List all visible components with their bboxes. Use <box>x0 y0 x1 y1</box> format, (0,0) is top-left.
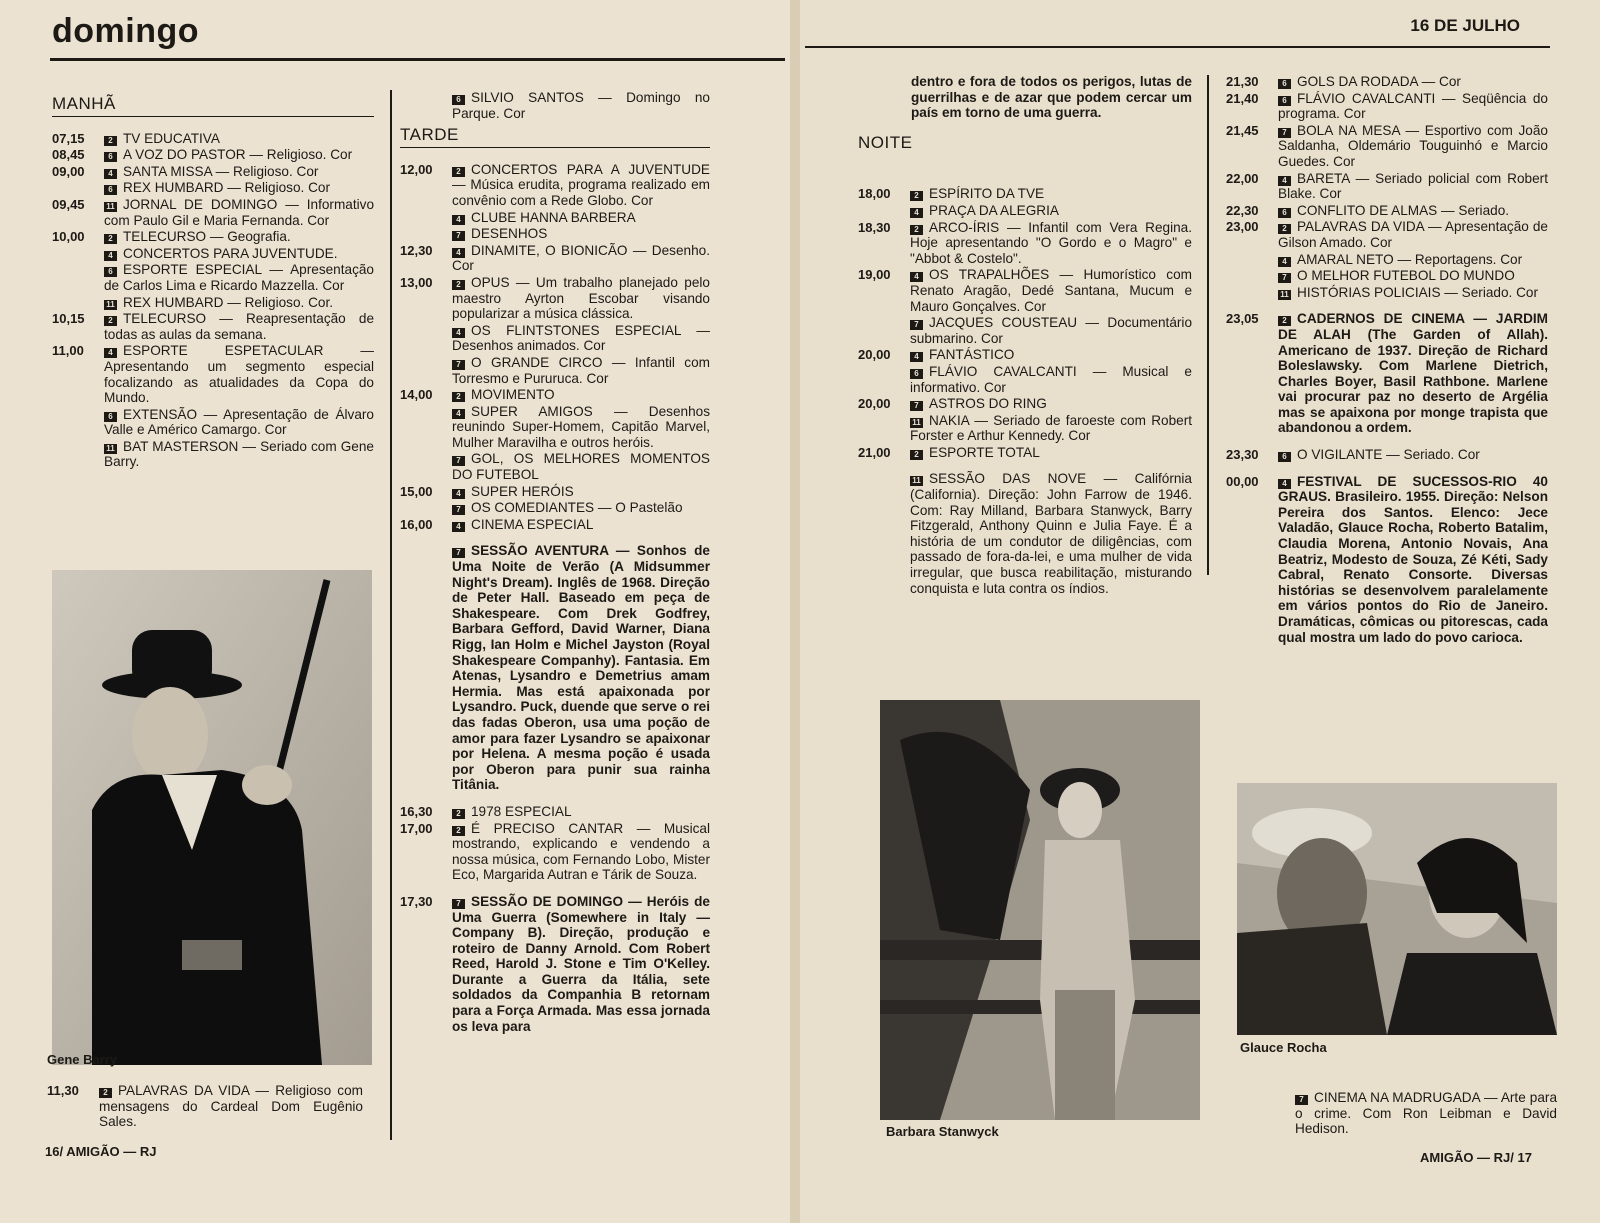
program-description: SUPER AMIGOS — Desenhos reunindo Super-Homem, Capitão Marvel, Mulher Maravilha e outros heróis. <box>452 403 710 450</box>
channel-icon: 6 <box>910 369 923 379</box>
schedule-item <box>52 262 374 293</box>
page-title: domingo <box>52 12 200 50</box>
channel-icon: 7 <box>452 231 465 241</box>
time-slot: 22,00 <box>1226 170 1259 186</box>
channel-icon: 6 <box>1278 452 1291 462</box>
schedule-item <box>52 147 374 163</box>
channel-icon: 2 <box>99 1088 112 1098</box>
schedule-item <box>400 451 710 482</box>
channel-icon: 4 <box>104 348 117 358</box>
channel-icon: 7 <box>1295 1095 1308 1105</box>
photo-barbara-stanwyck <box>880 700 1200 1120</box>
schedule-item <box>858 220 1192 267</box>
program-description: PALAVRAS DA VIDA — Apresentação de Gilson Amado. Cor <box>1278 219 1548 250</box>
channel-icon: 4 <box>452 215 465 225</box>
glauce-rocha-photo-image <box>1237 783 1557 1035</box>
program-description: BARETA — Seriado policial com Robert Blake. Cor <box>1278 170 1548 202</box>
program-description: ESPORTE ESPETACULAR — Apresentando um segmento especial focalizando as atualidades da Copa do Mundo. <box>104 343 374 406</box>
section-manha: MANHÃ <box>52 96 374 117</box>
program-description: REX HUMBARD — Religioso. Cor. <box>123 294 333 310</box>
channel-icon: 11 <box>910 418 923 428</box>
channel-icon: 11 <box>104 444 117 454</box>
channel-icon: 2 <box>104 316 117 326</box>
channel-icon: 2 <box>452 280 465 290</box>
schedule-item <box>858 445 1192 461</box>
schedule-item <box>52 439 374 470</box>
channel-icon: 2 <box>452 809 465 819</box>
channel-icon: 7 <box>1278 128 1291 138</box>
schedule-list <box>1226 74 1548 300</box>
channel-icon: 4 <box>910 208 923 218</box>
schedule-item <box>858 413 1192 444</box>
schedule-item <box>400 821 710 883</box>
channel-icon: 7 <box>452 548 465 558</box>
program-description: GOLS DA RODADA — Cor <box>1297 74 1461 89</box>
schedule-item <box>400 162 710 209</box>
time-slot: 10,15 <box>52 311 85 327</box>
time-slot <box>52 246 104 262</box>
channel-icon: 11 <box>104 202 117 212</box>
channel-icon: 7 <box>452 456 465 466</box>
schedule-item <box>1226 285 1548 301</box>
schedule-item <box>400 517 710 533</box>
time-slot <box>52 262 104 293</box>
schedule-list <box>858 186 1192 460</box>
program-description: DESENHOS <box>471 226 548 242</box>
section-noite: NOITE <box>858 132 913 152</box>
channel-icon: 11 <box>1278 290 1291 300</box>
program-description: CONCERTOS PARA JUVENTUDE. <box>123 245 338 261</box>
column-madrugada <box>1295 1090 1557 1138</box>
channel-icon: 6 <box>1278 79 1291 89</box>
time-slot <box>400 226 452 242</box>
time-slot: 21,00 <box>858 444 891 460</box>
caption-gene-barry: Gene Barry <box>47 1052 118 1067</box>
schedule-item <box>400 275 710 322</box>
time-slot: 10,00 <box>52 229 85 245</box>
schedule-item <box>52 311 374 342</box>
channel-icon: 4 <box>1278 176 1291 186</box>
time-slot: 16,30 <box>400 803 433 819</box>
channel-icon: 7 <box>452 899 465 909</box>
channel-icon: 6 <box>452 95 465 105</box>
schedule-item <box>858 396 1192 412</box>
section-tarde: TARDE <box>400 127 710 148</box>
channel-icon: 6 <box>104 152 117 162</box>
time-slot: 20,00 <box>858 396 891 412</box>
program-description: CONFLITO DE ALMAS — Seriado. <box>1297 202 1510 218</box>
channel-icon: 2 <box>104 136 117 146</box>
program-description: PRAÇA DA ALEGRIA <box>929 202 1059 218</box>
column-night <box>858 74 1192 597</box>
channel-icon: 4 <box>452 489 465 499</box>
schedule-item <box>52 295 374 311</box>
channel-icon: 2 <box>910 450 923 460</box>
time-slot: 07,15 <box>52 130 85 146</box>
schedule-item <box>400 484 710 500</box>
schedule-item <box>52 343 374 405</box>
schedule-item <box>858 364 1192 395</box>
time-slot: 11,30 <box>47 1083 79 1098</box>
time-slot <box>858 315 910 346</box>
schedule-item <box>1226 203 1548 219</box>
time-slot <box>52 180 104 196</box>
photo-glauce-rocha <box>1237 783 1557 1035</box>
program-description: O GRANDE CIRCO — Infantil com Torresmo e Pururuca. Cor <box>452 354 710 386</box>
schedule-item <box>52 180 374 196</box>
program-description: ESPÍRITO DA TVE <box>929 186 1045 202</box>
program-description: SANTA MISSA — Religioso. Cor <box>123 163 319 179</box>
channel-icon: 6 <box>104 185 117 195</box>
schedule-item <box>400 355 710 386</box>
schedule-item <box>858 267 1192 314</box>
schedule-item <box>400 404 710 451</box>
schedule-item <box>52 246 374 262</box>
schedule-item <box>1226 74 1548 90</box>
schedule-item <box>1226 91 1548 122</box>
caption-glauce-rocha: Glauce Rocha <box>1240 1040 1327 1055</box>
program-description: JACQUES COUSTEAU — Documentário submarino. Cor <box>910 315 1192 346</box>
time-slot: 21,40 <box>1226 90 1259 106</box>
program-description: OPUS — Um trabalho planejado pelo maestro Ayrton Escobar visando popularizar a música clássica. <box>452 274 710 322</box>
schedule-item <box>1226 219 1548 250</box>
program-description: SUPER HERÓIS <box>471 483 574 499</box>
program-description: TELECURSO — Geografia. <box>123 229 291 245</box>
time-slot: 12,30 <box>400 242 433 258</box>
channel-icon: 2 <box>910 191 923 201</box>
time-slot <box>400 355 452 386</box>
channel-icon: 4 <box>104 169 117 179</box>
program-description: OS TRAPALHÕES — Humorístico com Renato Aragão, Dedé Santana, Mucum e Mauro Gonçalves. Cor <box>910 267 1192 314</box>
channel-icon: 6 <box>104 267 117 277</box>
channel-icon: 4 <box>1278 479 1291 489</box>
time-slot: 20,00 <box>858 347 891 363</box>
time-slot: 18,30 <box>858 219 891 235</box>
schedule-item-festival: 00,00 4 FESTIVAL DE SUCESSOS-RIO 40 GRAUS. Brasileiro. 1955. Direção: Nelson Pereira dos Santos. Elenco: Jece Valadão, Glauce Rocha, Roberto Batalim, Claudia Morena, Antonio Novais, Ana Beatriz, Modesto de Souza, Zé Kéti, Sady Cabral, Renato Consorte. Diversas histórias se desenvolvem paralelamente em vários pontos do Rio de Janeiro. Dramáticas, cômicas ou pitorescas, cada qual mostra um lado do povo carioca. <box>1226 473 1548 645</box>
channel-icon: 6 <box>104 412 117 422</box>
channel-icon: 2 <box>452 826 465 836</box>
schedule-item <box>1226 252 1548 268</box>
program-description: A VOZ DO PASTOR — Religioso. Cor <box>123 147 353 163</box>
time-slot: 22,30 <box>1226 202 1259 218</box>
program-description: JORNAL DE DOMINGO — Informativo com Paulo Gil e Maria Fernanda. Cor <box>104 196 374 228</box>
schedule-item-sessao-aventura <box>400 543 710 793</box>
channel-icon: 6 <box>1278 208 1291 218</box>
channel-icon: 2 <box>910 225 923 235</box>
channel-icon: 4 <box>452 522 465 532</box>
program-description: O MELHOR FUTEBOL DO MUNDO <box>1297 268 1515 284</box>
channel-icon: 4 <box>910 352 923 362</box>
schedule-item <box>400 243 710 274</box>
time-slot <box>1226 285 1278 301</box>
channel-icon: 7 <box>452 505 465 515</box>
time-slot: 17,00 <box>400 820 433 836</box>
program-description: É PRECISO CANTAR — Musical mostrando, explicando e vendendo a nossa música, com Fernando Lobo, Mister Eco, Margarida Autran e Tárik de Souza. <box>452 820 710 883</box>
program-description: MOVIMENTO <box>471 387 555 403</box>
program-description: NAKIA — Seriado de faroeste com Robert Forster e Arthur Kennedy. Cor <box>910 412 1192 444</box>
time-slot: 09,45 <box>52 196 85 212</box>
schedule-item <box>400 804 710 820</box>
time-slot: 09,00 <box>52 163 85 179</box>
header-rule-left <box>50 58 785 61</box>
schedule-item <box>1226 268 1548 284</box>
channel-icon: 2 <box>1278 224 1291 234</box>
time-slot <box>858 203 910 219</box>
caption-barbara-stanwyck: Barbara Stanwyck <box>886 1124 999 1139</box>
schedule-item-sessao-domingo: 17,30 7 SESSÃO DE DOMINGO — Heróis de Uma Guerra (Somewhere in Italy — Company B). Direção, produção e roteiro de Danny Arnold. Com Robert Reed, Harold J. Stone e Tim O'Kelley. Durante a Guerra da Itália, sete soldados da Companhia B retornam para a Força Armada. Mas essa jornada os leva para <box>400 893 710 1034</box>
schedule-item <box>400 226 710 242</box>
program-description: ARCO-ÍRIS — Infantil com Vera Regina. Hoje apresentando "O Gordo e o Magro" e "Abbot & Costelo". <box>910 219 1192 266</box>
program-description: SILVIO SANTOS — Domingo no Parque. Cor <box>452 90 710 121</box>
schedule-list <box>52 131 374 470</box>
program-description: BAT MASTERSON — Seriado com Gene Barry. <box>104 438 374 470</box>
channel-icon: 6 <box>1278 96 1291 106</box>
time-slot: 11,00 <box>52 343 84 359</box>
barbara-stanwyck-photo-image <box>880 700 1200 1120</box>
program-description: SESSÃO AVENTURA — Sonhos de Uma Noite de Verão (A Midsummer Night's Dream). Inglês de 1968. Direção de Peter Hall. Baseado em peça de Shakespeare. Com Drek Godfrey, Barbara Gefford, David Warner, Diana Rigg, Ian Holm e Michel Jayston (Royal Shakespeare Companhy). Fantasia. Em Atenas, Lysandro e Demetrius amam Hermia. Mas está apaixonada por Lysandro. Puck, duende que serve o rei das fadas Oberon, usa uma poção de amor para fazer Lysandro se apaixonar por Helena. A mesma poção é usada por Oberon para punir sua rainha Titânia. <box>452 543 710 793</box>
time-slot: 21,30 <box>1226 74 1259 89</box>
column-late-night <box>1226 74 1548 646</box>
program-description: CONCERTOS PARA A JUVENTUDE — Música erudita, programa realizado em convênio com a Rede Globo. Cor <box>452 161 710 208</box>
schedule-item <box>1226 123 1548 170</box>
program-description: REX HUMBARD — Religioso. Cor <box>123 180 330 196</box>
program-description: TELECURSO — Reapresentação de todas as aulas da semana. <box>104 311 374 342</box>
schedule-item <box>52 407 374 438</box>
schedule-list <box>400 90 710 121</box>
time-slot: 23,00 <box>1226 219 1259 235</box>
time-slot <box>52 295 104 311</box>
program-description: CINEMA NA MADRUGADA — Arte para o crime. Com Ron Leibman e David Hedison. <box>1295 1090 1557 1137</box>
program-description: FLÁVIO CAVALCANTI — Seqüência do programa. Cor <box>1278 90 1548 122</box>
channel-icon: 4 <box>452 328 465 338</box>
schedule-item <box>400 387 710 403</box>
channel-icon: 4 <box>104 251 117 261</box>
channel-icon: 4 <box>1278 257 1291 267</box>
schedule-item <box>400 210 710 226</box>
time-slot: 16,00 <box>400 516 433 532</box>
time-slot <box>400 500 452 516</box>
time-slot <box>858 364 910 395</box>
program-description: GOL, OS MELHORES MOMENTOS DO FUTEBOL <box>452 451 710 483</box>
channel-icon: 11 <box>910 476 923 486</box>
schedule-item <box>400 90 710 121</box>
program-description: TV EDUCATIVA <box>123 130 220 146</box>
program-description: PALAVRAS DA VIDA — Religioso com mensagens do Cardeal Dom Eugênio Sales. <box>99 1083 363 1130</box>
program-description: SESSÃO DE DOMINGO — Heróis de Uma Guerra (Somewhere in Italy — Company B). Direção, produção e roteiro de Danny Arnold. Com Robert Reed, Harold J. Stone e Tim O'Kelley. Durante a Guerra da Itália, sete soldados da Companhia B retornam para a Força Armada. Mas essa jornada os leva para <box>452 893 710 1034</box>
schedule-item <box>400 500 710 516</box>
time-slot: 14,00 <box>400 387 433 403</box>
schedule-item <box>858 186 1192 202</box>
program-description: ESPORTE TOTAL <box>929 444 1040 460</box>
program-description: BOLA NA MESA — Esportivo com João Saldanha, Oldemário Touguinhó e Marcio Guedes. Cor <box>1278 122 1548 169</box>
date-header: 16 DE JULHO <box>1410 16 1520 35</box>
time-slot: 18,00 <box>858 186 891 202</box>
channel-icon: 2 <box>452 167 465 177</box>
schedule-item-cadernos-cinema: 23,05 2 CADERNOS DE CINEMA — JARDIM DE ALAH (The Garden of Allah). Americano de 1937. Direção de Richard Boleslawsky. Com Marlene Dietrich, Charles Boyer, Basil Rathbone. Marlene vai procurar paz no deserto de Argélia mas se apaixona por monge trapista que abandonou a ordem. <box>1226 311 1548 436</box>
time-slot: 19,00 <box>858 267 891 283</box>
program-description: DINAMITE, O BIONICÃO — Desenho. Cor <box>452 242 710 274</box>
program-description: FANTÁSTICO <box>929 347 1015 363</box>
column-morning <box>52 86 374 471</box>
gene-barry-photo-image <box>52 570 372 1065</box>
footer-right: AMIGÃO — RJ/ 17 <box>1420 1150 1532 1165</box>
time-slot <box>400 90 452 121</box>
time-slot: 08,45 <box>52 147 85 163</box>
program-description: 1978 ESPECIAL <box>471 803 572 819</box>
schedule-item <box>52 197 374 228</box>
continued-text: dentro e fora de todos os perigos, lutas de guerrilhas e de azar que podem cercar um país em torno de uma guerra. <box>911 74 1192 121</box>
channel-icon: 11 <box>104 300 117 310</box>
schedule-item <box>1226 171 1548 202</box>
time-slot <box>400 404 452 451</box>
time-slot <box>52 439 104 470</box>
time-slot: 12,00 <box>400 161 433 177</box>
time-slot <box>400 323 452 354</box>
schedule-list <box>47 1083 363 1130</box>
schedule-item <box>400 323 710 354</box>
program-description: O VIGILANTE — Seriado. Cor <box>1297 447 1480 463</box>
schedule-item-sessao-nove <box>858 471 1192 596</box>
channel-icon: 2 <box>452 392 465 402</box>
header-rule-right <box>805 46 1550 48</box>
program-description: OS COMEDIANTES — O Pastelão <box>471 500 683 516</box>
program-description: EXTENSÃO — Apresentação de Álvaro Valle e Américo Camargo. Cor <box>104 406 374 438</box>
program-description: ASTROS DO RING <box>929 396 1047 412</box>
channel-icon: 4 <box>452 248 465 258</box>
column-divider <box>390 90 392 1140</box>
time-slot <box>1226 268 1278 284</box>
channel-icon: 2 <box>104 234 117 244</box>
schedule-list <box>400 804 710 883</box>
program-description: AMARAL NETO — Reportagens. Cor <box>1297 251 1523 267</box>
time-slot <box>52 407 104 438</box>
time-slot <box>858 413 910 444</box>
column-afternoon <box>400 90 710 1035</box>
column-divider <box>1207 75 1209 575</box>
schedule-item <box>52 164 374 180</box>
photo-gene-barry <box>52 570 372 1065</box>
channel-icon: 2 <box>1278 316 1291 326</box>
channel-icon: 7 <box>910 401 923 411</box>
time-slot: 21,45 <box>1226 122 1259 138</box>
program-description: CADERNOS DE CINEMA — JARDIM DE ALAH (The Garden of Allah). Americano de 1937. Direção de Richard Boleslawsky. Com Marlene Dietrich, Charles Boyer, Basil Rathbone. Marlene vai procurar paz no deserto de Argélia mas se apaixona por monge trapista que abandonou a ordem. <box>1278 311 1548 436</box>
program-description: OS FLINTSTONES ESPECIAL — Desenhos animados. Cor <box>452 322 710 354</box>
program-description: SESSÃO DAS NOVE — Califórnia (California). Direção: John Farrow de 1946. Com: Ray Milland, Barbara Stanwyck, Barry Fitzgerald, Anthony Quinn e Julia Faye. É a história de um condutor de diligências, com passado de fora-da-lei, e uma mulher de vida irregular, que busca reabilitação, misturando conquista e luta contra os índios. <box>910 471 1192 596</box>
channel-icon: 7 <box>452 360 465 370</box>
schedule-item <box>858 315 1192 346</box>
program-description: CLUBE HANNA BARBERA <box>471 209 636 225</box>
footer-left: 16/ AMIGÃO — RJ <box>45 1144 157 1159</box>
schedule-item <box>47 1083 363 1130</box>
column-morning-bottom <box>47 1083 363 1131</box>
time-slot <box>400 451 452 482</box>
page-gutter <box>790 0 800 1223</box>
program-description: ESPORTE ESPECIAL — Apresentação de Carlos Lima e Ricardo Mazzella. Cor <box>104 262 374 293</box>
channel-icon: 7 <box>1278 273 1291 283</box>
schedule-item-vigilante: 23,30 6 O VIGILANTE — Seriado. Cor <box>1226 447 1480 463</box>
schedule-item <box>858 347 1192 363</box>
program-description: CINEMA ESPECIAL <box>471 516 594 532</box>
channel-icon: 7 <box>910 320 923 330</box>
schedule-item <box>858 203 1192 219</box>
schedule-item <box>52 229 374 245</box>
time-slot: 13,00 <box>400 274 433 290</box>
schedule-list <box>400 162 710 533</box>
program-description: FLÁVIO CAVALCANTI — Musical e informativo. Cor <box>910 363 1192 395</box>
time-slot <box>400 210 452 226</box>
channel-icon: 4 <box>910 272 923 282</box>
time-slot: 15,00 <box>400 483 433 499</box>
schedule-item-madrugada <box>1295 1090 1557 1137</box>
program-description: FESTIVAL DE SUCESSOS-RIO 40 GRAUS. Brasileiro. 1955. Direção: Nelson Pereira dos Santos. Elenco: Jece Valadão, Glauce Rocha, Roberto Batalim, Claudia Morena, Antonio Novais, Ana Beatriz, Modesto de Souza, Zé Kéti, Sady Cabral, Renato Consorte. Diversas histórias se desenvolvem paralelamente em vários pontos do Rio de Janeiro. Dramáticas, cômicas ou pitorescas, cada qual mostra um lado do povo carioca. <box>1278 473 1548 645</box>
schedule-item <box>52 131 374 147</box>
channel-icon: 4 <box>452 409 465 419</box>
time-slot <box>1226 252 1278 268</box>
program-description: HISTÓRIAS POLICIAIS — Seriado. Cor <box>1297 284 1538 300</box>
